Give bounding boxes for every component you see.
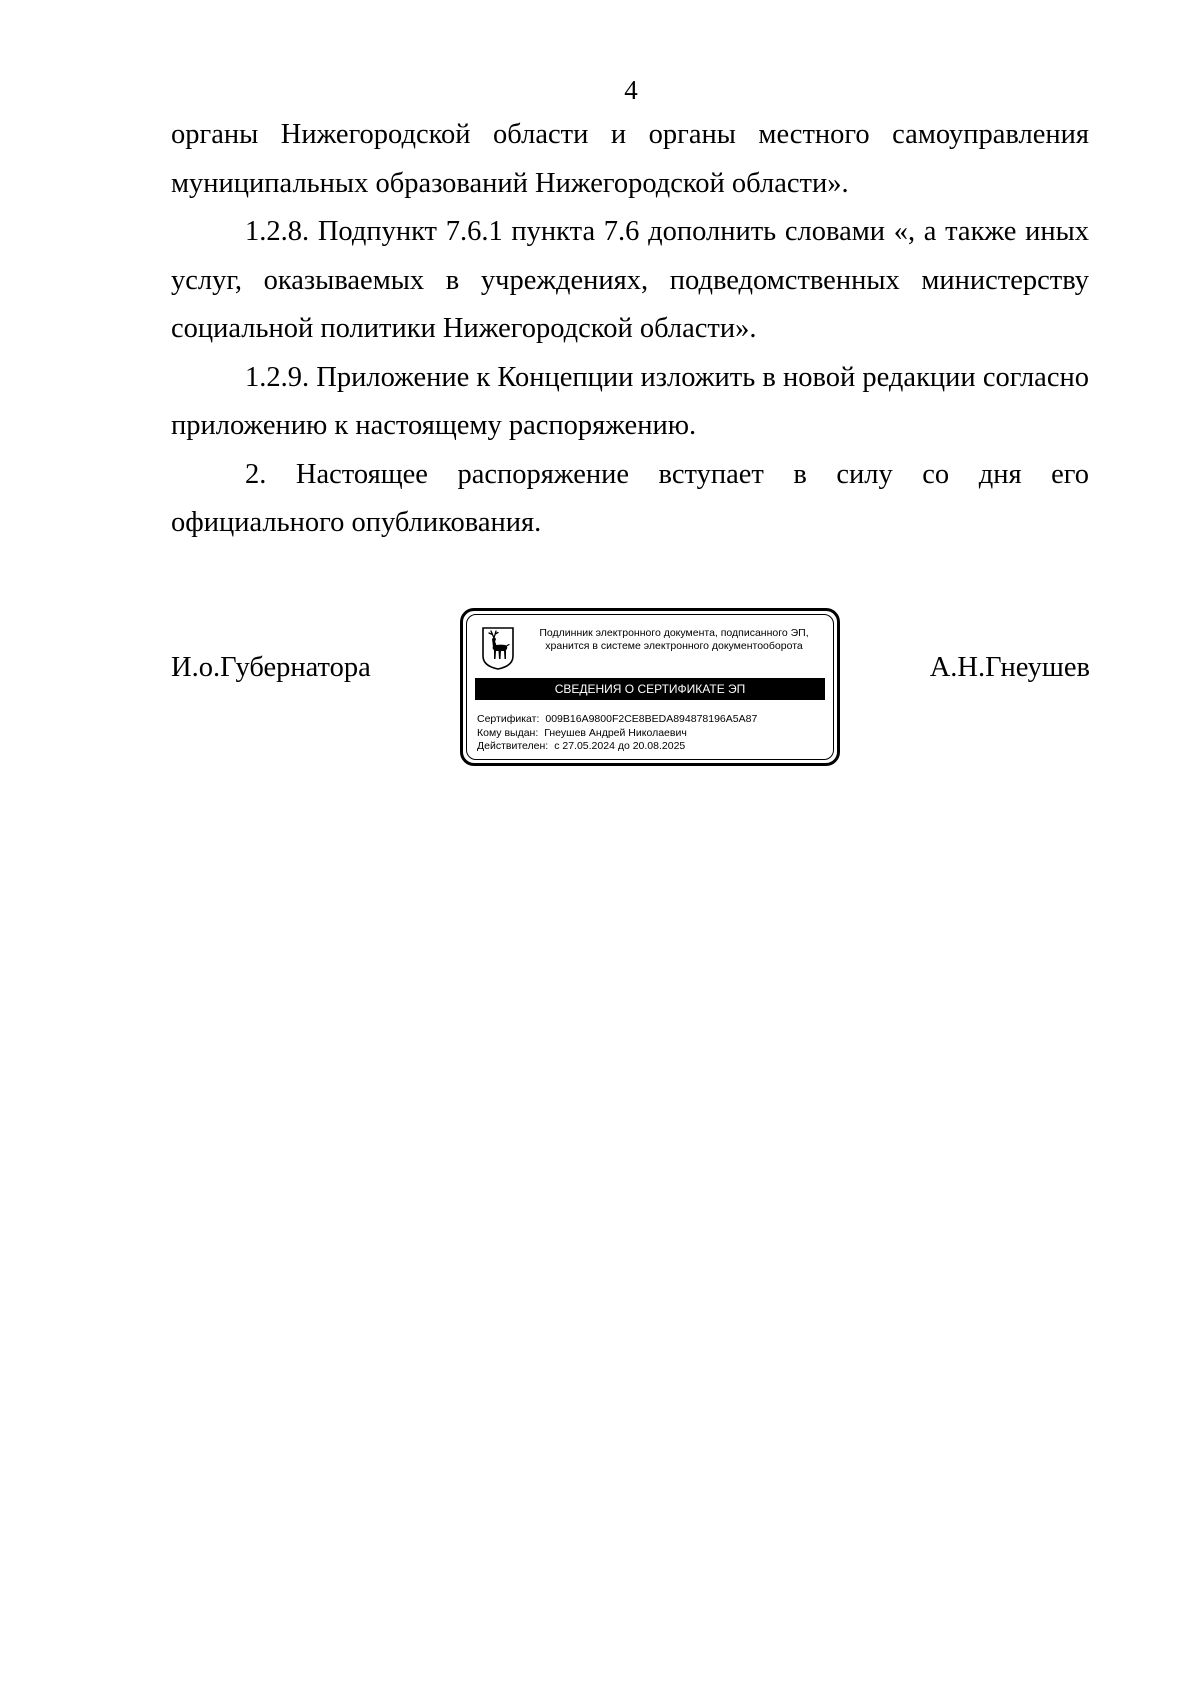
signatory-title: И.о.Губернатора bbox=[171, 652, 371, 683]
issued-to-value: Гнеушев Андрей Николаевич bbox=[544, 726, 687, 739]
paragraph-1-2-8: 1.2.8. Подпункт 7.6.1 пункта 7.6 дополнить словами «, а также иных услуг, оказываемых в учреждениях, подведомственных министерству социальной политики Нижегородской области». bbox=[171, 216, 1089, 344]
validity-row bbox=[477, 740, 757, 754]
stamp-header-line-2: хранится в системе электронного документооборота bbox=[545, 640, 803, 652]
paragraph-2: 2. Настоящее распоряжение вступает в силу со дня его официального опубликования. bbox=[171, 458, 1089, 538]
paragraph-1-2-9: 1.2.9. Приложение к Концепции изложить в новой редакции согласно приложению к настоящему распоряжению. bbox=[171, 361, 1089, 441]
certificate-label: Сертификат: bbox=[477, 713, 540, 725]
validity-label: Действителен: bbox=[477, 740, 549, 752]
issued-to-label: Кому выдан: bbox=[477, 726, 539, 739]
stamp-header bbox=[519, 627, 829, 653]
deer-emblem-icon bbox=[481, 626, 515, 670]
certificate-number: 009B16A9800F2CE8BEDA894878196A5A87 bbox=[545, 713, 758, 725]
certificate-row bbox=[477, 713, 757, 727]
paragraph-continuation: органы Нижегородской области и органы местного самоуправления муниципальных образований Нижегородской области». bbox=[171, 119, 1089, 199]
page-number: 4 bbox=[624, 75, 638, 105]
validity-value: с 27.05.2024 до 20.08.2025 bbox=[554, 740, 686, 752]
certificate-info-bar: СВЕДЕНИЯ О СЕРТИФИКАТЕ ЭП bbox=[475, 678, 825, 700]
stamp-header-line-1: Подлинник электронного документа, подписанного ЭП, bbox=[539, 627, 809, 639]
document-body bbox=[171, 111, 1089, 548]
certificate-details bbox=[477, 713, 757, 754]
electronic-signature-stamp bbox=[460, 608, 840, 766]
issued-to-row bbox=[477, 727, 757, 741]
signatory-name: А.Н.Гнеушев bbox=[929, 652, 1090, 683]
